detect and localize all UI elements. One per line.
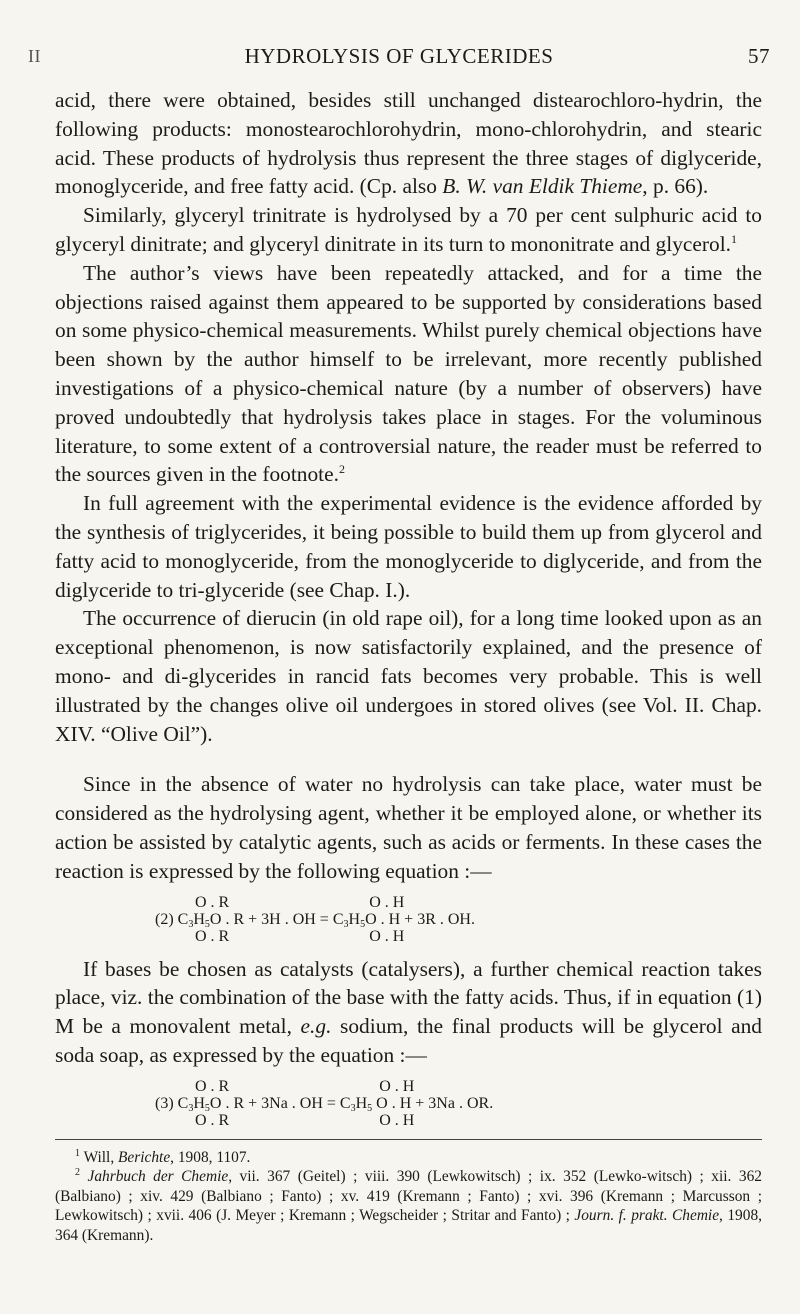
equation-2: O . R O . H (2) $C_3H_5O$ . R + 3H . OH = $C_3H_5O$ . H + 3R . OH. O . R O . H (155, 893, 475, 945)
footnote-ref-2: 2 (338, 462, 345, 477)
page-number: 57 (748, 44, 770, 68)
paragraph-1: acid, there were obtained, besides still unchanged distearochloro-hydrin, the following products: monostearochlorohydrin, mono-chlorohydrin, and stearic acid. These products of hydrolysis thus represent the three stages of diglyceride, monoglyceride, and free fatty acid. (Cp. also B. W. van Eldik Thieme, p. 66). (55, 88, 762, 199)
paragraph-4: In full agreement with the experimental evidence is the evidence afforded by the synthesis of triglycerides, it being possible to build them up from glycerol and fatty acid to monoglyceride, from the monoglyceride to diglyceride, and from the diglyceride to tri-glyceride (see Chap. I.). (55, 491, 762, 602)
paragraph-3: The author’s views have been repeatedly attacked, and for a time the objections raised against them appeared to be supported by considerations based on some physico-chemical measurements. Whilst purely chemical objections have been shown by the author himself to be irrelevant, more recently published investigations of a physico-chemical nature (by a number of observers) have proved undoubtedly that hydrolysis takes place in stages. For the voluminous literature, to some extent of a controversial nature, the reader must be referred to the sources given in the footnote.$^2$ (55, 260, 762, 487)
footnote-divider (55, 1139, 762, 1140)
paragraph-2: Similarly, glyceryl trinitrate is hydrolysed by a 70 per cent sulphuric acid to glyceryl dinitrate; and glyceryl dinitrate in its turn to mononitrate and glycerol.$^1$ (55, 203, 762, 256)
equation-3: O . R O . H (3) $C_3H_5O$ . R + 3Na . OH = $C_3H_5$ O . H + 3Na . OR. O . R O . H (155, 1077, 494, 1129)
footnote-2: $^2$ Jahrbuch der Chemie, vii. 367 (Geitel) ; viii. 390 (Lewkowitsch) ; ix. 352 (Lewko-witsch) ; xii. 362 (Balbiano) ; xiv. 429 (Balbiano ; Fanto) ; xv. 419 (Kremann ; Fanto) ; xvi. 396 (Kremann ; Marcusson ; Lewkowitsch) ; xvii. 406 (J. Meyer ; Kremann ; Wegscheider ; Stritar and Fanto) ; Journ. f. prakt. Chemie, 1908, 364 (Kremann). (55, 1167, 762, 1244)
chapter-number: II (28, 46, 41, 66)
paragraph-5: The occurrence of dierucin (in old rape oil), for a long time looked upon as an exceptional phenomenon, is now satisfactorily explained, and the presence of mono- and di-glycerides in rancid fats becomes very probable. This is well illustrated by the changes olive oil undergoes in stored olives (see Vol. II. Chap. XIV. “Olive Oil”). (55, 606, 762, 746)
running-title: HYDROLYSIS OF GLYCERIDES (244, 44, 554, 68)
paragraph-7: If bases be chosen as catalysts (catalysers), a further chemical reaction takes place, viz. the combination of the base with the fatty acids. Thus, if in equation (1) M be a monovalent metal, e.g. sodium, the final products will be glycerol and soda soap, as expressed by the equation :— (55, 956, 762, 1067)
footnote-ref-1: 1 (731, 231, 737, 246)
running-head (28, 44, 770, 72)
footnote-1: $^1$ Will, Berichte, 1908, 1107. (75, 1147, 251, 1166)
footnotes (55, 1148, 762, 1246)
paragraph-6: Since in the absence of water no hydrolysis can take place, water must be considered as the hydrolysing agent, whether it be employed alone, or whether its action be assisted by catalytic agents, such as acids or ferments. In these cases the reaction is expressed by the following equation :— (55, 772, 762, 883)
body-text (55, 86, 762, 1245)
citation-italic: B. W. van Eldik Thieme (442, 174, 643, 199)
